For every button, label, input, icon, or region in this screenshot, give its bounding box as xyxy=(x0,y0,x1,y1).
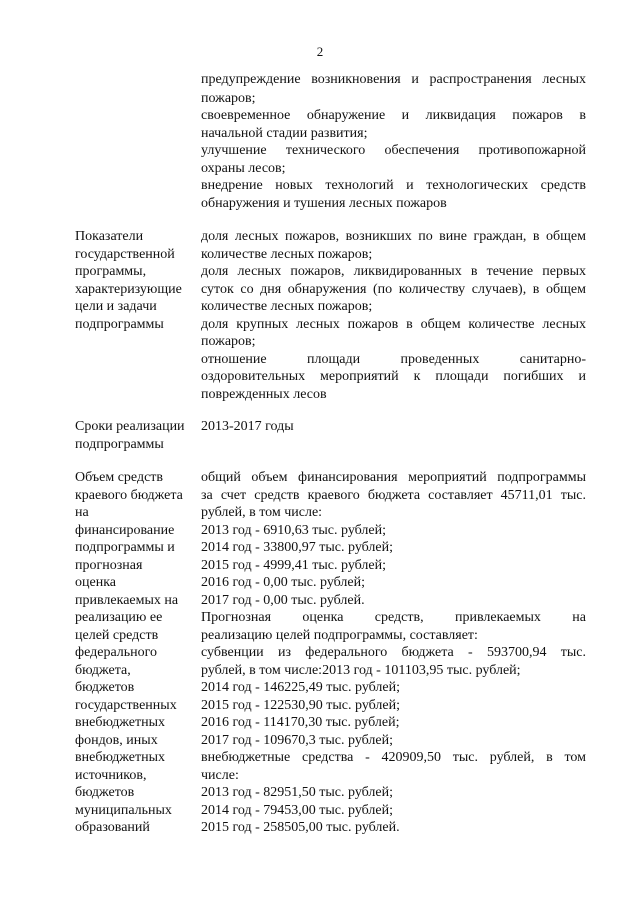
indicators-label-line: подпрограммы xyxy=(75,317,164,332)
goals-line: своевременное обнаружение и ликвидация пожаров в xyxy=(201,108,586,123)
funding-line: 2013 год - 6910,63 тыс. рублей; xyxy=(201,523,387,538)
funding-label-line: фондов, иных xyxy=(75,733,158,748)
funding-line: Прогнозная оценка средств, привлекаемых на xyxy=(201,610,586,625)
funding-label-line: прогнозная xyxy=(75,558,143,573)
funding-label-line: оценка xyxy=(75,575,117,590)
funding-label-line: бюджетов xyxy=(75,680,135,695)
funding-line: 2014 год - 146225,49 тыс. рублей; xyxy=(201,680,401,695)
funding-line: реализацию целей подпрограммы, составляет: xyxy=(201,628,478,643)
funding-label-line: внебюджетных xyxy=(75,715,166,730)
funding-label-line: государственных xyxy=(75,698,177,713)
goals-line: пожаров; xyxy=(201,91,256,106)
goals-line: внедрение новых технологий и технологических средств xyxy=(201,178,586,193)
indicators-line: доля лесных пожаров, ликвидированных в течение первых xyxy=(201,264,586,279)
goals-line: охраны лесов; xyxy=(201,161,286,176)
funding-label-line: образований xyxy=(75,820,150,835)
funding-line: рублей, в том числе: xyxy=(201,505,323,520)
terms-value: 2013-2017 годы xyxy=(201,419,294,434)
indicators-label-line: программы, xyxy=(75,264,147,279)
funding-line: 2015 год - 122530,90 тыс. рублей; xyxy=(201,698,401,713)
funding-line: 2017 год - 0,00 тыс. рублей. xyxy=(201,593,365,608)
funding-line: за счет средств краевого бюджета составляет 45711,01 тыс. xyxy=(201,488,586,503)
indicators-line: оздоровительных мероприятий к площади погибших и xyxy=(201,369,586,384)
indicators-line: отношение площади проведенных санитарно- xyxy=(201,352,586,367)
funding-label-line: внебюджетных xyxy=(75,750,166,765)
funding-line: внебюджетные средства - 420909,50 тыс. рублей, в том xyxy=(201,750,586,765)
terms-label-line: Сроки реализации xyxy=(75,419,185,434)
funding-line: 2015 год - 258505,00 тыс. рублей. xyxy=(201,820,400,835)
funding-label-line: привлекаемых на xyxy=(75,593,179,608)
indicators-line: количестве лесных пожаров; xyxy=(201,247,373,262)
funding-line: 2014 год - 79453,00 тыс. рублей; xyxy=(201,803,394,818)
funding-line: общий объем финансирования мероприятий подпрограммы xyxy=(201,470,586,485)
page-number: 2 xyxy=(316,44,324,59)
funding-line: 2016 год - 114170,30 тыс. рублей; xyxy=(201,715,400,730)
indicators-line: количестве лесных пожаров; xyxy=(201,299,373,314)
funding-line: рублей, в том числе:2013 год - 101103,95 тыс. рублей; xyxy=(201,663,521,678)
goals-line: обнаружения и тушения лесных пожаров xyxy=(201,196,447,211)
terms-label-line: подпрограммы xyxy=(75,437,164,452)
funding-line: числе: xyxy=(201,768,239,783)
indicators-line: пожаров; xyxy=(201,334,256,349)
funding-label-line: финансирование xyxy=(75,523,175,538)
indicators-label-line: государственной xyxy=(75,247,175,262)
funding-line: 2016 год - 0,00 тыс. рублей; xyxy=(201,575,366,590)
funding-label-line: федерального xyxy=(75,645,158,660)
funding-label-line: краевого бюджета xyxy=(75,488,183,503)
funding-label-line: источников, xyxy=(75,768,147,783)
funding-line: 2013 год - 82951,50 тыс. рублей; xyxy=(201,785,394,800)
funding-line: 2014 год - 33800,97 тыс. рублей; xyxy=(201,540,394,555)
funding-label-line: бюджета, xyxy=(75,663,131,678)
funding-label-line: реализацию ее xyxy=(75,610,163,625)
funding-label-line: бюджетов xyxy=(75,785,135,800)
indicators-line: доля лесных пожаров, возникших по вине граждан, в общем xyxy=(201,229,586,244)
goals-line: улучшение технического обеспечения противопожарной xyxy=(201,143,586,158)
goals-line: предупреждение возникновения и распространения лесных xyxy=(201,72,586,87)
funding-line: 2017 год - 109670,3 тыс. рублей; xyxy=(201,733,394,748)
indicators-line: доля крупных лесных пожаров в общем количестве лесных xyxy=(201,317,586,332)
funding-label-line: муниципальных xyxy=(75,803,172,818)
funding-line: 2015 год - 4999,41 тыс. рублей; xyxy=(201,558,387,573)
indicators-line: суток со дня обнаружения (по количеству случаев), в общем xyxy=(201,282,586,297)
funding-label-line: подпрограммы и xyxy=(75,540,175,555)
indicators-label-line: Показатели xyxy=(75,229,144,244)
goals-line: начальной стадии развития; xyxy=(201,126,368,141)
indicators-line: поврежденных лесов xyxy=(201,387,327,402)
funding-label-line: на xyxy=(75,505,89,520)
indicators-label-line: цели и задачи xyxy=(75,299,157,314)
indicators-label-line: характеризующие xyxy=(75,282,182,297)
funding-line: субвенции из федерального бюджета - 593700,94 тыс. xyxy=(201,645,586,660)
funding-label-line: Объем средств xyxy=(75,470,164,485)
funding-label-line: целей средств xyxy=(75,628,159,643)
